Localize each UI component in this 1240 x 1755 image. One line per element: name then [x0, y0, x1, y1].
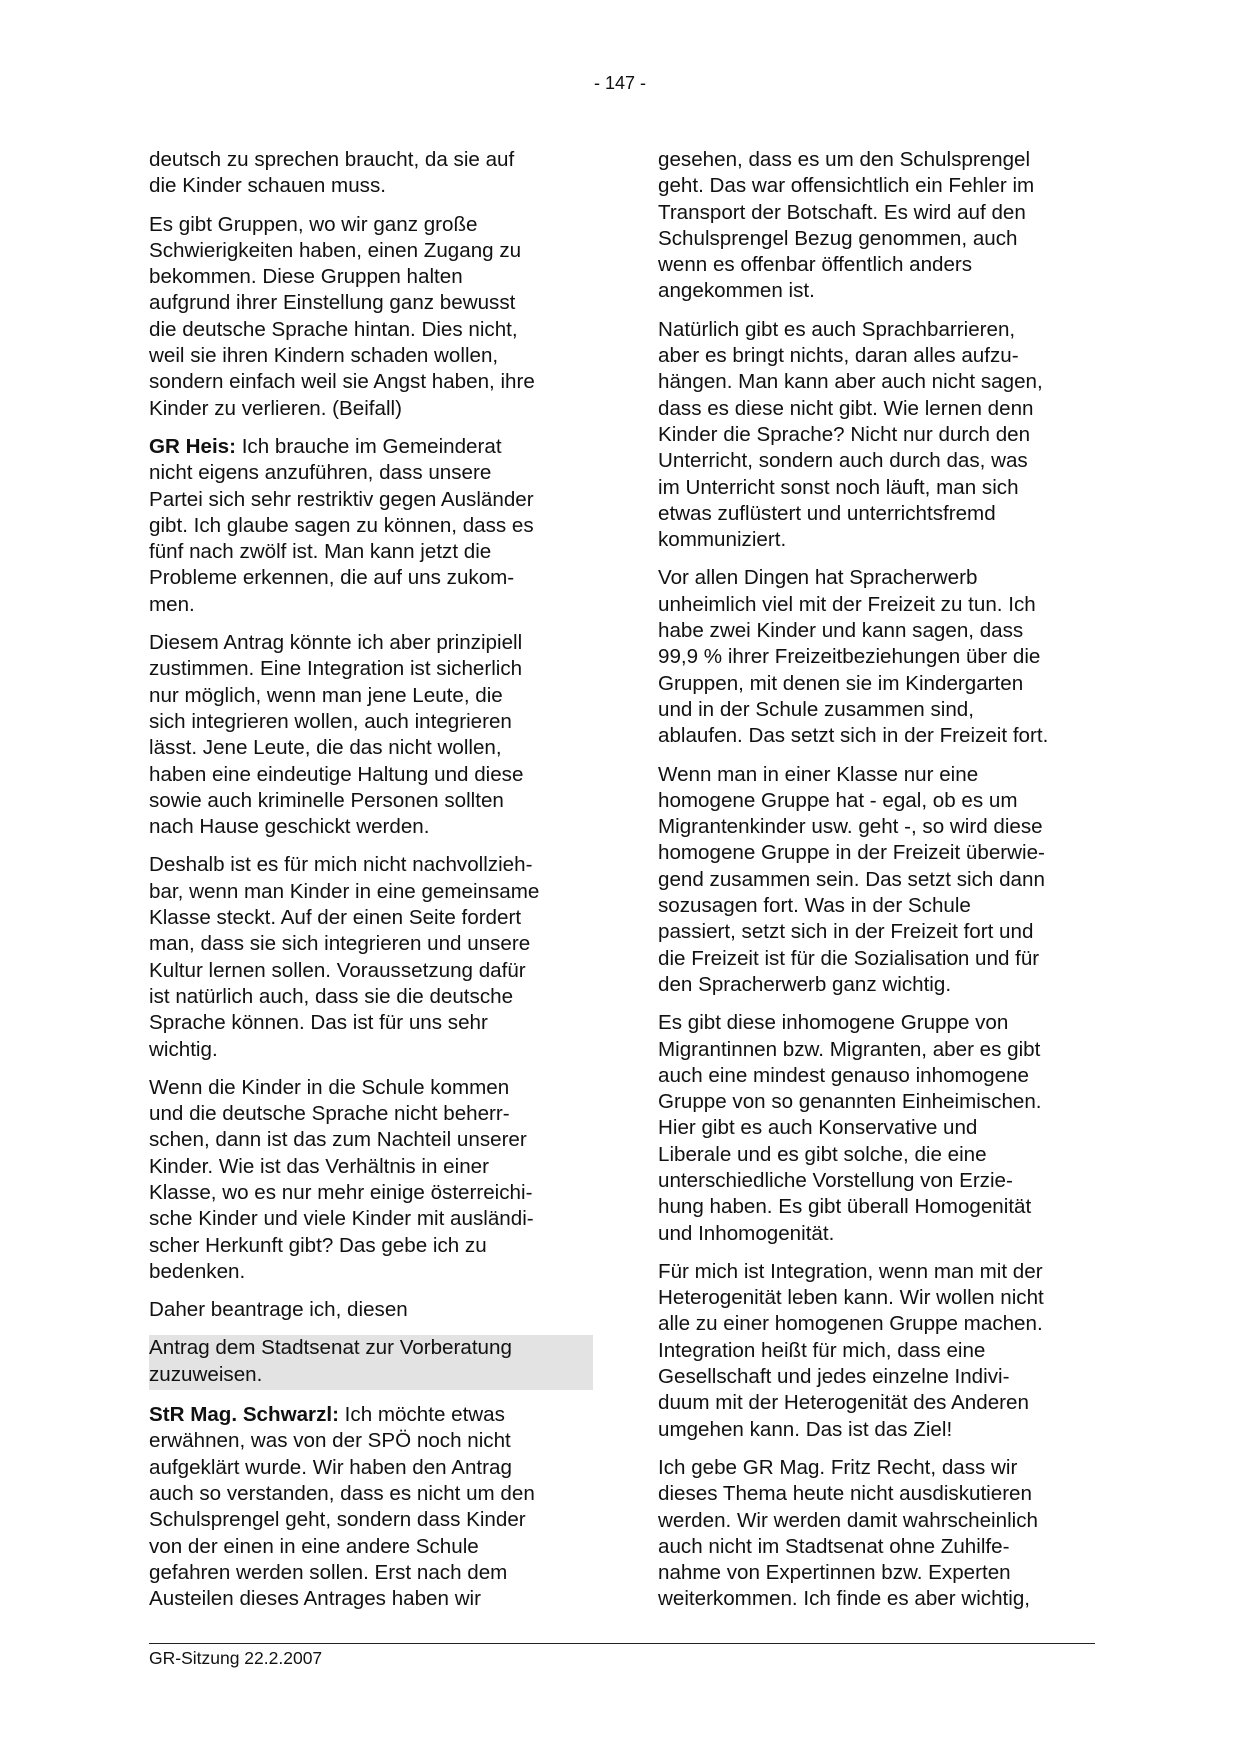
- paragraph: Natürlich gibt es auch Sprachbarrieren, aber es bringt nichts, daran alles aufzu- hängen. Man kann aber auch nicht sagen, dass es diese nicht gibt. Wie lernen denn Kinder die Sprache? Nicht nur durch den Unterricht, sondern auch durch das, was im Unterricht sonst noch läuft, man sich etwas zuflüstert und unterrichtsfremd kommuniziert.: [658, 317, 1043, 552]
- motion-highlight: Antrag dem Stadtsenat zur Vorberatung zuzuweisen.: [149, 1335, 593, 1390]
- page-number: - 147 -: [593, 73, 647, 93]
- speech-text: Ich brauche im Gemeinderat nicht eigens anzuführen, dass unsere Partei sich sehr restriktiv gegen Ausländer gibt. Ich glaube sagen zu können, dass es fünf nach zwölf ist. Man kann jetzt die Probleme erkennen, die auf uns zukom- men.: [149, 434, 534, 616]
- paragraph: gesehen, dass es um den Schulsprengel geht. Das war offensichtlich ein Fehler im Transport der Botschaft. Es wird auf den Schulsprengel Bezug genommen, auch wenn es offenbar öffentlich anders angekommen ist.: [658, 148, 1035, 303]
- right-column: [658, 147, 1098, 1625]
- paragraph: Wenn die Kinder in die Schule kommen und die deutsche Sprache nicht beherr- schen, dann ist das zum Nachteil unserer Kinder. Wie ist das Verhältnis in einer Klasse, wo es nur mehr einige österreichi- sche Kinder und viele Kinder mit ausländi- scher Herkunft gibt? Das gebe ich zu bedenken.: [149, 1075, 534, 1283]
- paragraph: Vor allen Dingen hat Spracherwerb unheimlich viel mit der Freizeit zu tun. Ich habe zwei Kinder und kann sagen, dass 99,9 % ihrer Freizeitbeziehungen über die Gruppen, mit denen sie im Kindergarten und in der Schule zusammen sind, ablaufen. Das setzt sich in der Freizeit fort.: [658, 566, 1049, 748]
- footer-session-date: GR-Sitzung 22.2.2007: [149, 1648, 323, 1668]
- paragraph: Ich gebe GR Mag. Fritz Recht, dass wir dieses Thema heute nicht ausdiskutieren werden. Wir werden damit wahrscheinlich auch nicht im Stadtsenat ohne Zuhilfe- nahme von Expertinnen bzw. Experten weiterkommen. Ich finde es aber wichtig,: [658, 1455, 1038, 1611]
- paragraph: deutsch zu sprechen braucht, da sie auf die Kinder schauen muss.: [149, 148, 515, 198]
- paragraph: Deshalb ist es für mich nicht nachvollzieh- bar, wenn man Kinder in eine gemeinsame Klasse steckt. Auf der einen Seite fordert man, dass sie sich integrieren und unsere Kultur lernen sollen. Voraussetzung dafür ist natürlich auch, dass sie die deutsche Sprache können. Das ist für uns sehr wichtig.: [149, 853, 540, 1061]
- speech-text: Ich möchte etwas erwähnen, was von der SPÖ noch nicht aufgeklärt wurde. Wir haben den Antrag auch so verstanden, dass es nicht um den Schulsprengel geht, sondern dass Kinder von der einen in eine andere Schule gefahren werden sollen. Erst nach dem Austeilen dieses Antrages haben wir: [149, 1403, 535, 1611]
- speaker-name: StR Mag. Schwarzl:: [149, 1403, 339, 1427]
- paragraph: Für mich ist Integration, wenn man mit der Heterogenität leben kann. Wir wollen nicht alle zu einer homogenen Gruppe machen. Integration heißt für mich, dass eine Gesellschaft und jedes einzelne Indivi- duum mit der Heterogenität des Anderen umgehen kann. Das ist das Ziel!: [658, 1259, 1044, 1441]
- paragraph: Es gibt diese inhomogene Gruppe von Migrantinnen bzw. Migranten, aber es gibt auch eine mindest genauso inhomogene Gruppe von so genannten Einheimischen. Hier gibt es auch Konservative und Liberale und es gibt solche, die eine unterschiedliche Vorstellung von Erzie- hung haben. Es gibt überall Homogenität und Inhomogenität.: [658, 1011, 1042, 1245]
- paragraph-speech: [149, 1402, 589, 1612]
- paragraph-speech: [149, 434, 589, 618]
- left-column: [149, 147, 589, 1624]
- paragraph: Diesem Antrag könnte ich aber prinzipiell zustimmen. Eine Integration ist sicherlich nur möglich, wenn man jene Leute, die sich integrieren wollen, auch integrieren lässt. Jene Leute, die das nicht wollen, haben eine eindeutige Haltung und diese sowie auch kriminelle Personen sollten nach Hause geschickt werden.: [149, 631, 524, 839]
- speaker-name: GR Heis:: [149, 434, 236, 458]
- footer-divider: [149, 1643, 1095, 1644]
- paragraph: Daher beantrage ich, diesen: [149, 1298, 408, 1322]
- paragraph: Es gibt Gruppen, wo wir ganz große Schwierigkeiten haben, einen Zugang zu bekommen. Diese Gruppen halten aufgrund ihrer Einstellung ganz bewusst die deutsche Sprache hintan. Dies nicht, weil sie ihren Kindern schaden wollen, sondern einfach weil sie Angst haben, ihre Kinder zu verlieren. (Beifall): [149, 212, 535, 420]
- paragraph: Wenn man in einer Klasse nur eine homogene Gruppe hat - egal, ob es um Migrantenkinder usw. geht -, so wird diese homogene Gruppe in der Freizeit überwie- gend zusammen sein. Das setzt sich dann sozusagen fort. Was in der Schule passiert, setzt sich in der Freizeit fort und die Freizeit ist für die Sozialisation und für den Spracherwerb ganz wichtig.: [658, 762, 1045, 996]
